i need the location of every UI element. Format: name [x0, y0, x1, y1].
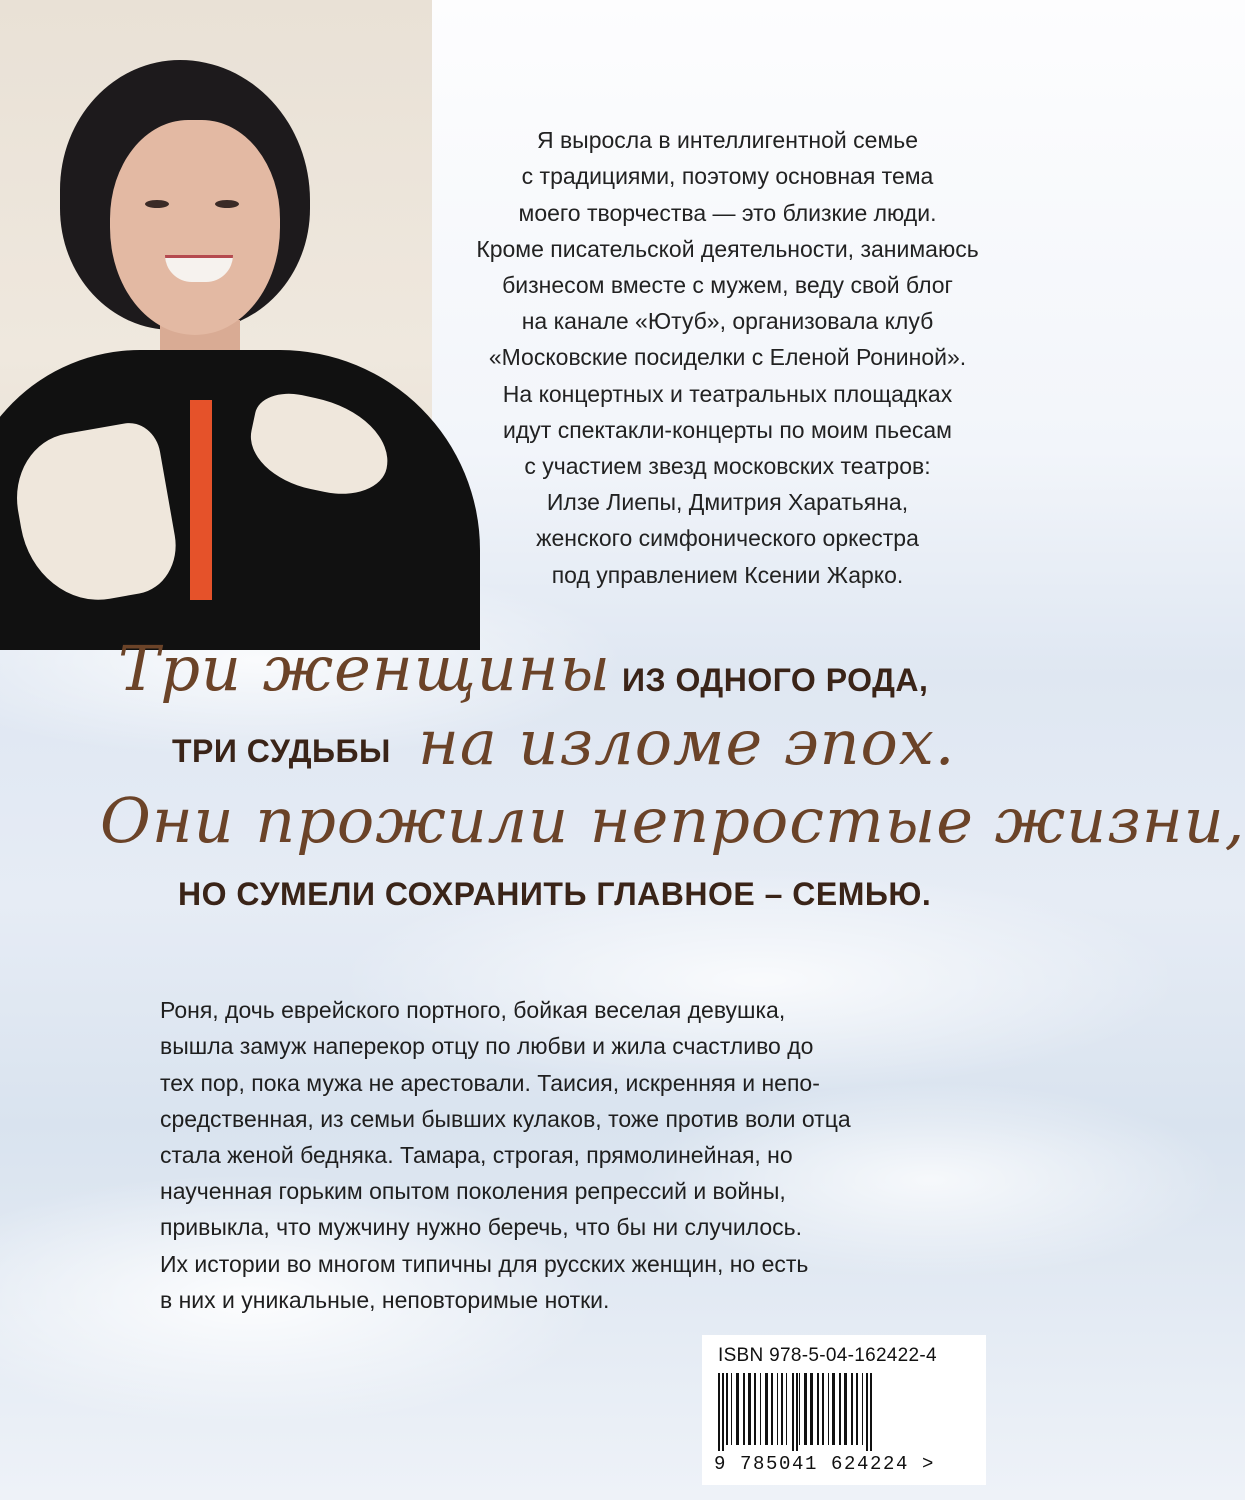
author-photo	[0, 0, 432, 592]
barcode-bar	[743, 1373, 745, 1445]
description-line: Роня, дочь еврейского портного, бойкая веселая девушка,	[160, 997, 786, 1024]
barcode-bar	[796, 1373, 798, 1451]
description-line: средственная, из семьи бывших кулаков, тоже против воли отца	[160, 1105, 851, 1132]
barcode-bar	[726, 1373, 728, 1445]
barcode-bar	[832, 1373, 835, 1445]
description-line: стала женой бедняка. Тамара, строгая, прямолинейная, но	[160, 1142, 793, 1169]
bio-line: Илзе Лиепы, Дмитрия Харатьяна,	[546, 489, 909, 516]
barcode-bars	[716, 1373, 960, 1451]
bio-line: на канале «Ютуб», организовала клуб	[521, 308, 934, 335]
barcode-bar	[804, 1373, 807, 1445]
description-line: наученная горьким опытом поколения репрессий и войны,	[160, 1178, 786, 1205]
barcode-bar	[792, 1373, 794, 1451]
bio-line: под управлением Ксении Жарко.	[551, 561, 904, 588]
blouse-stripe	[190, 400, 212, 600]
bio-line: На концертных и театральных площадках	[502, 380, 953, 407]
author-eye	[215, 200, 239, 208]
barcode-bar	[731, 1373, 732, 1445]
barcode-bar	[760, 1373, 761, 1445]
barcode-bar	[718, 1373, 720, 1451]
description-line: вышла замуж наперекор отцу по любви и жила счастливо до	[160, 1033, 814, 1060]
barcode-bar	[870, 1373, 872, 1451]
headline-caps: НО СУМЕЛИ СОХРАНИТЬ ГЛАВНОЕ – СЕМЬЮ.	[178, 876, 932, 912]
barcode-bar	[799, 1373, 800, 1445]
barcode-bar	[839, 1373, 841, 1445]
bio-line: Кроме писательской деятельности, занимаюсь	[476, 235, 979, 262]
barcode-bar	[722, 1373, 724, 1451]
barcode-bar	[748, 1373, 751, 1445]
headline-script: на изломе эпох.	[418, 706, 956, 779]
barcode-bar	[781, 1373, 783, 1445]
isbn-barcode	[702, 1335, 986, 1485]
author-face	[110, 120, 280, 335]
bio-line: Я выросла в интеллигентной семье	[536, 127, 919, 154]
book-description	[160, 956, 960, 1318]
author-eye	[145, 200, 169, 208]
bio-line: идут спектакли-концерты по моим пьесам	[503, 416, 952, 443]
barcode-bar	[856, 1373, 858, 1445]
barcode-bar	[777, 1373, 778, 1445]
barcode-bar	[817, 1373, 819, 1445]
bio-line: бизнесом вместе с мужем, веду свой блог	[502, 272, 953, 299]
headline-caps: ИЗ ОДНОГО РОДА,	[622, 662, 929, 698]
barcode-bar	[771, 1373, 773, 1445]
description-line: Их истории во многом типичны для русских женщин, но есть	[160, 1250, 809, 1277]
headline-script: Они прожили непростые жизни,	[100, 784, 1245, 857]
headline-caps: ТРИ СУДЬБЫ	[172, 733, 391, 769]
barcode-bar	[810, 1373, 813, 1445]
barcode-bar	[828, 1373, 829, 1445]
barcode-bar	[765, 1373, 768, 1445]
barcode-number: 9 785041 624224 >	[714, 1453, 936, 1475]
bio-line: с традициями, поэтому основная тема	[521, 163, 934, 190]
description-line: тех пор, пока мужа не арестовали. Таисия, искренняя и непо-	[160, 1069, 820, 1096]
bio-line: «Московские посиделки с Еленой Рониной».	[488, 344, 967, 371]
isbn-text: ISBN 978-5-04-162422-4	[718, 1345, 937, 1366]
barcode-bar	[844, 1373, 847, 1445]
barcode-bar	[736, 1373, 739, 1445]
barcode-bar	[786, 1373, 787, 1445]
author-bio	[375, 86, 1080, 593]
barcode-bar	[862, 1373, 863, 1445]
description-line: в них и уникальные, неповторимые нотки.	[160, 1286, 610, 1313]
bio-line: с участием звезд московских театров:	[524, 453, 931, 480]
bio-line: моего творчества — это близкие люди.	[518, 199, 937, 226]
headline-script: Три женщины	[118, 632, 612, 705]
barcode-bar	[866, 1373, 868, 1451]
barcode-bar	[754, 1373, 756, 1445]
bio-line: женского симфонического оркестра	[536, 525, 919, 552]
barcode-bar	[851, 1373, 853, 1445]
description-line: привыкла, что мужчину нужно беречь, что бы ни случилось.	[160, 1214, 803, 1241]
barcode-bar	[822, 1373, 824, 1445]
